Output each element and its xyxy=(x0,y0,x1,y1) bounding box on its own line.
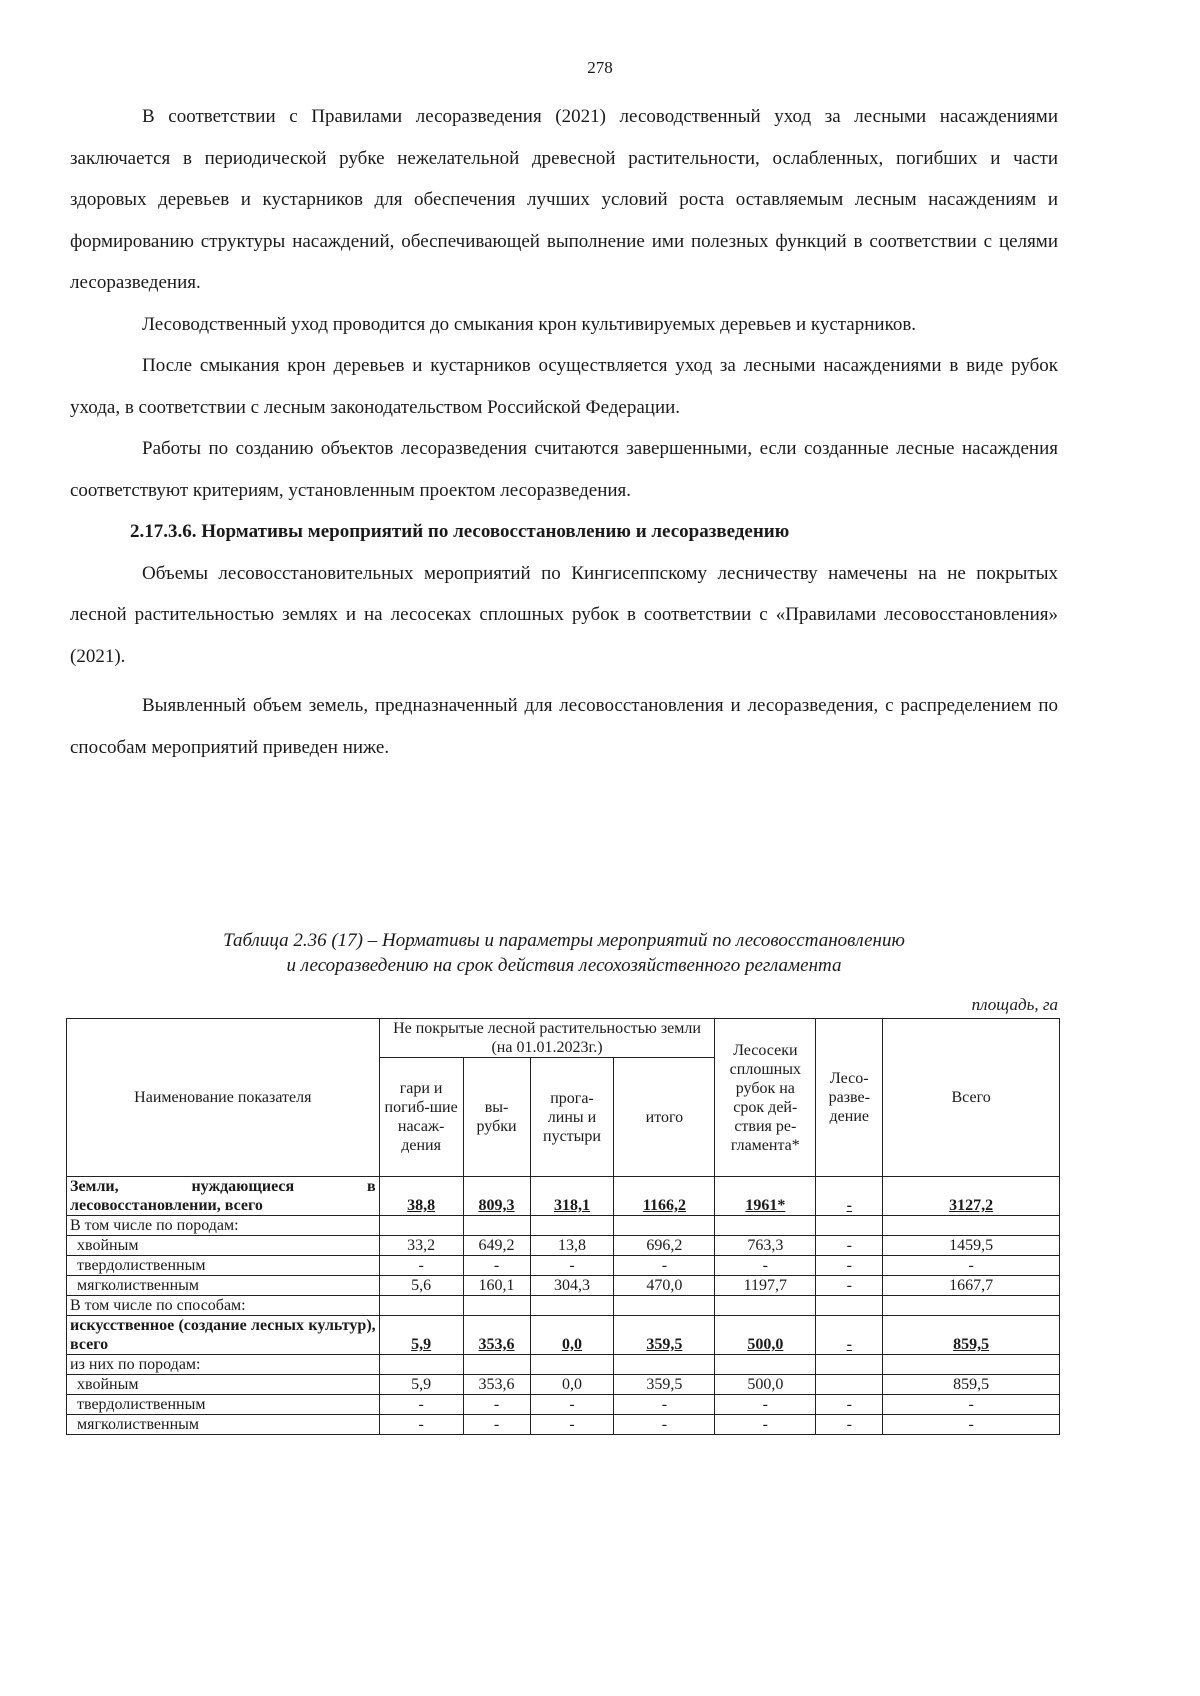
table-cell: - xyxy=(463,1256,530,1276)
row-label: искусственное (создание лесных культур), всего xyxy=(67,1316,380,1355)
table-cell: - xyxy=(715,1395,816,1415)
table-cell xyxy=(715,1355,816,1375)
table-cell xyxy=(614,1216,715,1236)
table-row xyxy=(67,1216,1060,1236)
row-label: твердолиственным xyxy=(67,1395,380,1415)
row-label: из них по породам: xyxy=(67,1355,380,1375)
unit-label: площадь, га xyxy=(971,995,1058,1014)
table-cell: 1667,7 xyxy=(883,1276,1060,1296)
header-subtotal: итого xyxy=(614,1058,715,1177)
table-header-row-1 xyxy=(67,1019,1060,1058)
table-cell xyxy=(816,1296,883,1316)
table-cell: - xyxy=(816,1276,883,1296)
table-cell: - xyxy=(816,1395,883,1415)
table-row xyxy=(67,1296,1060,1316)
table-cell xyxy=(463,1355,530,1375)
header-total: Всего xyxy=(883,1019,1060,1177)
table-cell: 763,3 xyxy=(715,1236,816,1256)
paragraph-4: Работы по созданию объектов лесоразведения считаются завершенными, если созданные лесные насаждения соответствуют критериям, установленным проектом лесоразведения. xyxy=(70,438,1058,501)
table-cell: 500,0 xyxy=(715,1316,816,1355)
table-cell: - xyxy=(614,1395,715,1415)
table-cell: 1961* xyxy=(715,1177,816,1216)
table-cell xyxy=(463,1296,530,1316)
table-cell: 13,8 xyxy=(530,1236,614,1256)
table-row xyxy=(67,1236,1060,1256)
table-cell: - xyxy=(816,1256,883,1276)
table-cell: 809,3 xyxy=(463,1177,530,1216)
table-cell: - xyxy=(530,1415,614,1435)
table-cell xyxy=(614,1296,715,1316)
table-cell: 0,0 xyxy=(530,1316,614,1355)
header-uncovered-lands: Не покрытые лесной растительностью земли (на 01.01.2023г.) xyxy=(379,1019,715,1058)
table-cell xyxy=(816,1375,883,1395)
body-text xyxy=(70,96,1058,768)
table-cell xyxy=(379,1355,463,1375)
table-caption-line-2: и лесоразведению на срок действия лесохозяйственного регламента xyxy=(286,955,842,976)
table-cell: 304,3 xyxy=(530,1276,614,1296)
table-cell: 696,2 xyxy=(614,1236,715,1256)
table-cell: 649,2 xyxy=(463,1236,530,1256)
table-cell: 33,2 xyxy=(379,1236,463,1256)
table-cell: - xyxy=(379,1415,463,1435)
table-cell: 359,5 xyxy=(614,1375,715,1395)
table-cell: - xyxy=(816,1316,883,1355)
table-row xyxy=(67,1375,1060,1395)
table-cell: - xyxy=(816,1415,883,1435)
table-row xyxy=(67,1316,1060,1355)
table-cell: - xyxy=(816,1236,883,1256)
table-row xyxy=(67,1276,1060,1296)
header-clearcut: Лесосеки сплошных рубок на срок дей-ствия ре-гламента* xyxy=(715,1019,816,1177)
table-cell: 1166,2 xyxy=(614,1177,715,1216)
row-label: В том числе по способам: xyxy=(67,1296,380,1316)
table-cell xyxy=(883,1296,1060,1316)
table-row xyxy=(67,1177,1060,1216)
table-cell xyxy=(715,1296,816,1316)
table-cell: - xyxy=(530,1395,614,1415)
table-cell xyxy=(530,1216,614,1236)
row-label: мягколиственным xyxy=(67,1276,380,1296)
paragraph-3: После смыкания крон деревьев и кустарников осуществляется уход за лесными насаждениями в виде рубок ухода, в соответствии с лесным законодательством Российской Федерации. xyxy=(70,355,1058,418)
header-indicator: Наименование показателя xyxy=(67,1019,380,1177)
section-heading: 2.17.3.6. Нормативы мероприятий по лесовосстановлению и лесоразведению xyxy=(130,521,790,542)
row-label: мягколиственным xyxy=(67,1415,380,1435)
table-cell: 1197,7 xyxy=(715,1276,816,1296)
table-cell: 5,6 xyxy=(379,1276,463,1296)
table-cell: - xyxy=(614,1415,715,1435)
table-cell: 3127,2 xyxy=(883,1177,1060,1216)
table-cell xyxy=(883,1355,1060,1375)
row-label: Земли, нуждающиеся в лесовосстановлении, всего xyxy=(67,1177,380,1216)
paragraph-5: Объемы лесовосстановительных мероприятий по Кингисеппскому лесничеству намечены на не покрытых лесной растительностью землях и на лесосеках сплошных рубок в соответствии с «Правилами лесовосстановления» (2021). xyxy=(70,562,1058,667)
table-cell: - xyxy=(379,1395,463,1415)
table-cell: 500,0 xyxy=(715,1375,816,1395)
paragraph-1: В соответствии с Правилами лесоразведения (2021) лесоводственный уход за лесными насаждениями заключается в периодической рубке нежелательной древесной растительности, ослабленных, погибших и части здоровых деревьев и кустарников для обеспечения лучших условий роста оставляемым лесным насаждениям и формированию структуры насаждений, обеспечивающей выполнение ими полезных функций в соответствии с целями лесоразведения. xyxy=(70,106,1058,293)
paragraph-6: Выявленный объем земель, предназначенный для лесовосстановления и лесоразведения, с распределением по способам мероприятий приведен ниже. xyxy=(70,695,1058,758)
norms-table xyxy=(66,1018,1060,1435)
table-cell: - xyxy=(883,1395,1060,1415)
row-label: твердолиственным xyxy=(67,1256,380,1276)
row-label: В том числе по породам: xyxy=(67,1216,380,1236)
table-row xyxy=(67,1256,1060,1276)
table-row xyxy=(67,1395,1060,1415)
table-cell: 859,5 xyxy=(883,1375,1060,1395)
table-cell: - xyxy=(463,1395,530,1415)
row-label: хвойным xyxy=(67,1236,380,1256)
table-cell: - xyxy=(379,1256,463,1276)
table-caption xyxy=(70,928,1058,978)
table-cell: 318,1 xyxy=(530,1177,614,1216)
table-cell: - xyxy=(715,1415,816,1435)
row-label: хвойным xyxy=(67,1375,380,1395)
table-cell: 353,6 xyxy=(463,1375,530,1395)
table-cell xyxy=(816,1355,883,1375)
paragraph-2: Лесоводственный уход проводится до смыкания крон культивируемых деревьев и кустарников. xyxy=(142,313,917,335)
table-cell xyxy=(379,1216,463,1236)
page-number: 278 xyxy=(587,58,613,77)
header-glades: прога-лины и пустыри xyxy=(530,1058,614,1177)
table-cell xyxy=(530,1296,614,1316)
table-cell: 859,5 xyxy=(883,1316,1060,1355)
table-cell xyxy=(530,1355,614,1375)
table-body xyxy=(67,1177,1060,1435)
table-cell xyxy=(379,1296,463,1316)
table-row xyxy=(67,1355,1060,1375)
table-cell: 470,0 xyxy=(614,1276,715,1296)
table-cell xyxy=(463,1216,530,1236)
table-cell xyxy=(614,1355,715,1375)
table-cell: 1459,5 xyxy=(883,1236,1060,1256)
table-row xyxy=(67,1415,1060,1435)
table-cell: - xyxy=(530,1256,614,1276)
header-burnt: гари и погиб-шие насаж-дения xyxy=(379,1058,463,1177)
table-cell xyxy=(816,1216,883,1236)
table-cell: - xyxy=(816,1177,883,1216)
table-cell: 38,8 xyxy=(379,1177,463,1216)
table-cell: 0,0 xyxy=(530,1375,614,1395)
table-cell: - xyxy=(883,1256,1060,1276)
header-afforestation: Лесо-разве-дение xyxy=(816,1019,883,1177)
table-cell xyxy=(883,1216,1060,1236)
header-cut: вы-рубки xyxy=(463,1058,530,1177)
paragraph-gap xyxy=(70,677,1058,685)
table-cell: - xyxy=(463,1415,530,1435)
table-cell: 353,6 xyxy=(463,1316,530,1355)
table-caption-line-1: Таблица 2.36 (17) – Нормативы и параметры мероприятий по лесовосстановлению xyxy=(223,930,905,951)
table-cell: 160,1 xyxy=(463,1276,530,1296)
table-cell: - xyxy=(883,1415,1060,1435)
table-cell: 5,9 xyxy=(379,1375,463,1395)
table-cell: 5,9 xyxy=(379,1316,463,1355)
table-cell xyxy=(715,1216,816,1236)
table-cell: - xyxy=(715,1256,816,1276)
table-cell: - xyxy=(614,1256,715,1276)
table-cell: 359,5 xyxy=(614,1316,715,1355)
